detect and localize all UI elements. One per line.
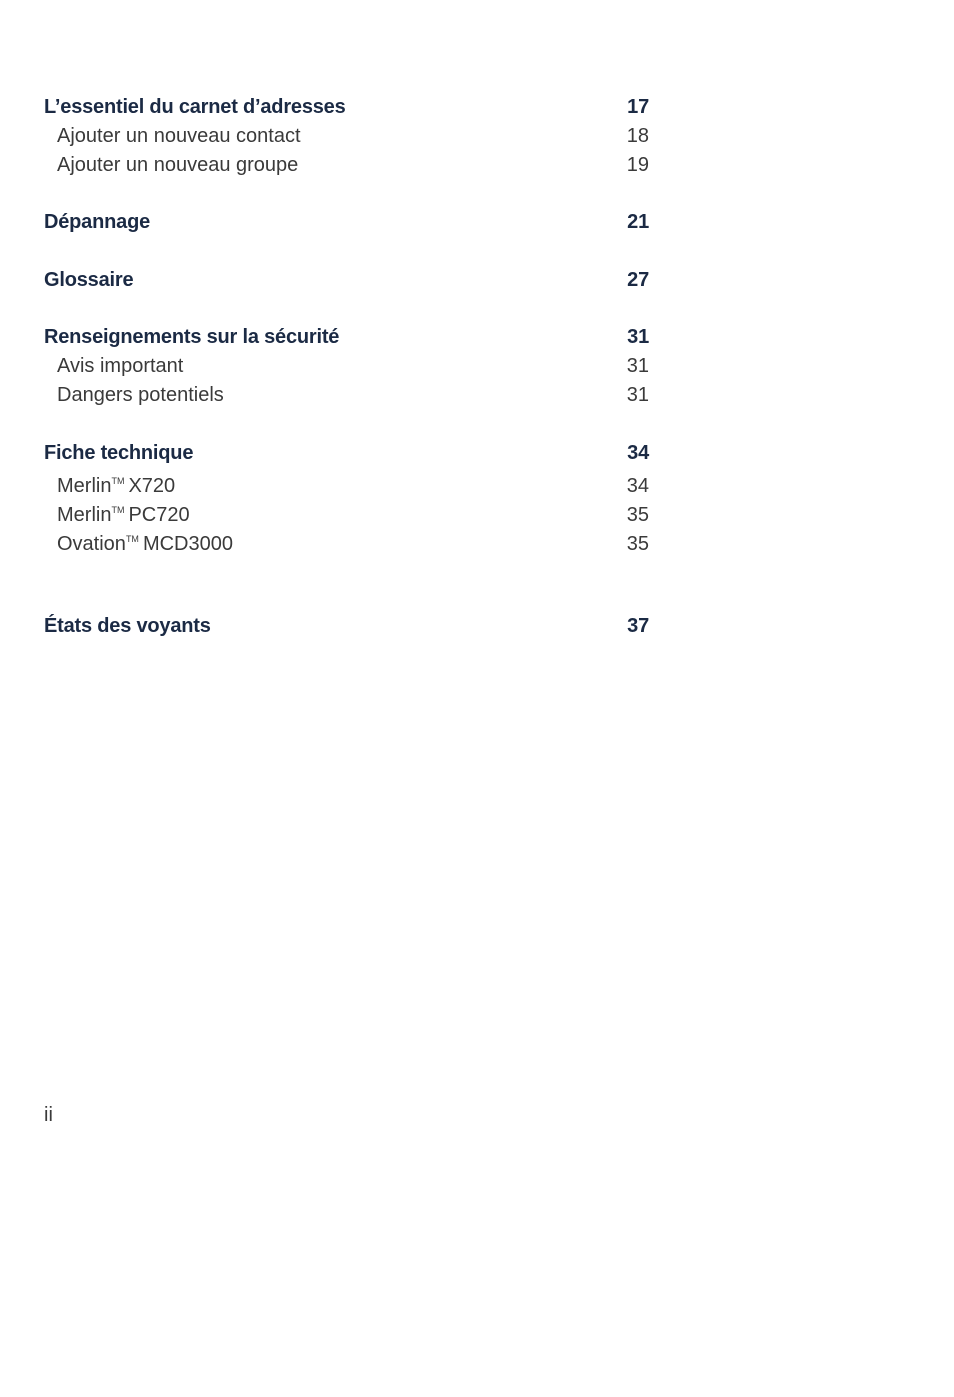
toc-heading-title: Renseignements sur la sécurité: [44, 326, 340, 349]
toc-entry-page: 34: [626, 475, 649, 498]
toc-heading[interactable]: [44, 208, 649, 237]
section-spacer: [44, 179, 649, 208]
product-brand: Merlin: [57, 504, 112, 527]
product-model: PC720: [128, 504, 190, 527]
toc-entry-page: 35: [626, 532, 649, 555]
toc-section-etats-voyants: [44, 612, 649, 641]
toc-entry-page: 31: [626, 355, 649, 378]
toc-section-securite: [44, 323, 649, 409]
section-spacer: [44, 295, 649, 324]
toc-heading[interactable]: [44, 93, 649, 122]
trademark-mark: TM: [125, 533, 139, 544]
toc-heading-page: 31: [627, 326, 649, 349]
toc-entry[interactable]: [44, 496, 649, 525]
trademark-mark: TM: [111, 505, 125, 516]
toc-entry-label: Ajouter un nouveau groupe: [57, 153, 299, 176]
toc-heading-page: 21: [627, 211, 649, 234]
section-spacer: [44, 554, 649, 612]
page-number: ii: [44, 1104, 53, 1126]
product-brand: Merlin: [57, 475, 112, 498]
toc-heading[interactable]: [44, 266, 649, 295]
toc-entry-label: Dangers potentiels: [57, 383, 224, 406]
toc-heading-title: Dépannage: [44, 211, 151, 234]
toc-heading[interactable]: [44, 439, 649, 468]
toc-entry[interactable]: [44, 525, 649, 554]
toc-heading[interactable]: [44, 323, 649, 352]
table-of-contents: [44, 93, 649, 641]
toc-heading-page: 34: [627, 441, 649, 464]
toc-entry-label: [57, 525, 233, 559]
toc-entry-label: Avis important: [57, 355, 184, 378]
toc-section-glossaire: [44, 266, 649, 295]
toc-section-carnet-adresses: [44, 93, 649, 179]
toc-heading-title: États des voyants: [44, 614, 211, 637]
toc-heading-page: 27: [627, 268, 649, 291]
toc-heading-title: Glossaire: [44, 268, 134, 291]
product-brand: Ovation: [57, 532, 126, 555]
section-spacer: [44, 237, 649, 266]
toc-heading-page: 37: [627, 614, 649, 637]
trademark-mark: TM: [111, 476, 125, 487]
toc-section-fiche-technique: [44, 439, 649, 554]
toc-entry-page: 35: [626, 504, 649, 527]
section-spacer: [44, 410, 649, 439]
product-model: MCD3000: [142, 532, 233, 555]
toc-heading-title: Fiche technique: [44, 441, 194, 464]
toc-entry-page: 31: [626, 383, 649, 406]
toc-entry[interactable]: [44, 352, 649, 381]
product-model: X720: [128, 475, 176, 498]
toc-entry[interactable]: [44, 381, 649, 410]
toc-entry-label: Ajouter un nouveau contact: [57, 124, 301, 147]
toc-entry-page: 19: [626, 153, 649, 176]
toc-entry[interactable]: [44, 467, 649, 496]
toc-entry[interactable]: [44, 151, 649, 180]
toc-heading-page: 17: [627, 96, 649, 118]
toc-heading[interactable]: [44, 612, 649, 641]
toc-entry-page: 18: [626, 124, 649, 147]
toc-section-depannage: [44, 208, 649, 237]
toc-heading-title: L’essentiel du carnet d’adresses: [44, 96, 346, 118]
toc-entry[interactable]: [44, 122, 649, 151]
